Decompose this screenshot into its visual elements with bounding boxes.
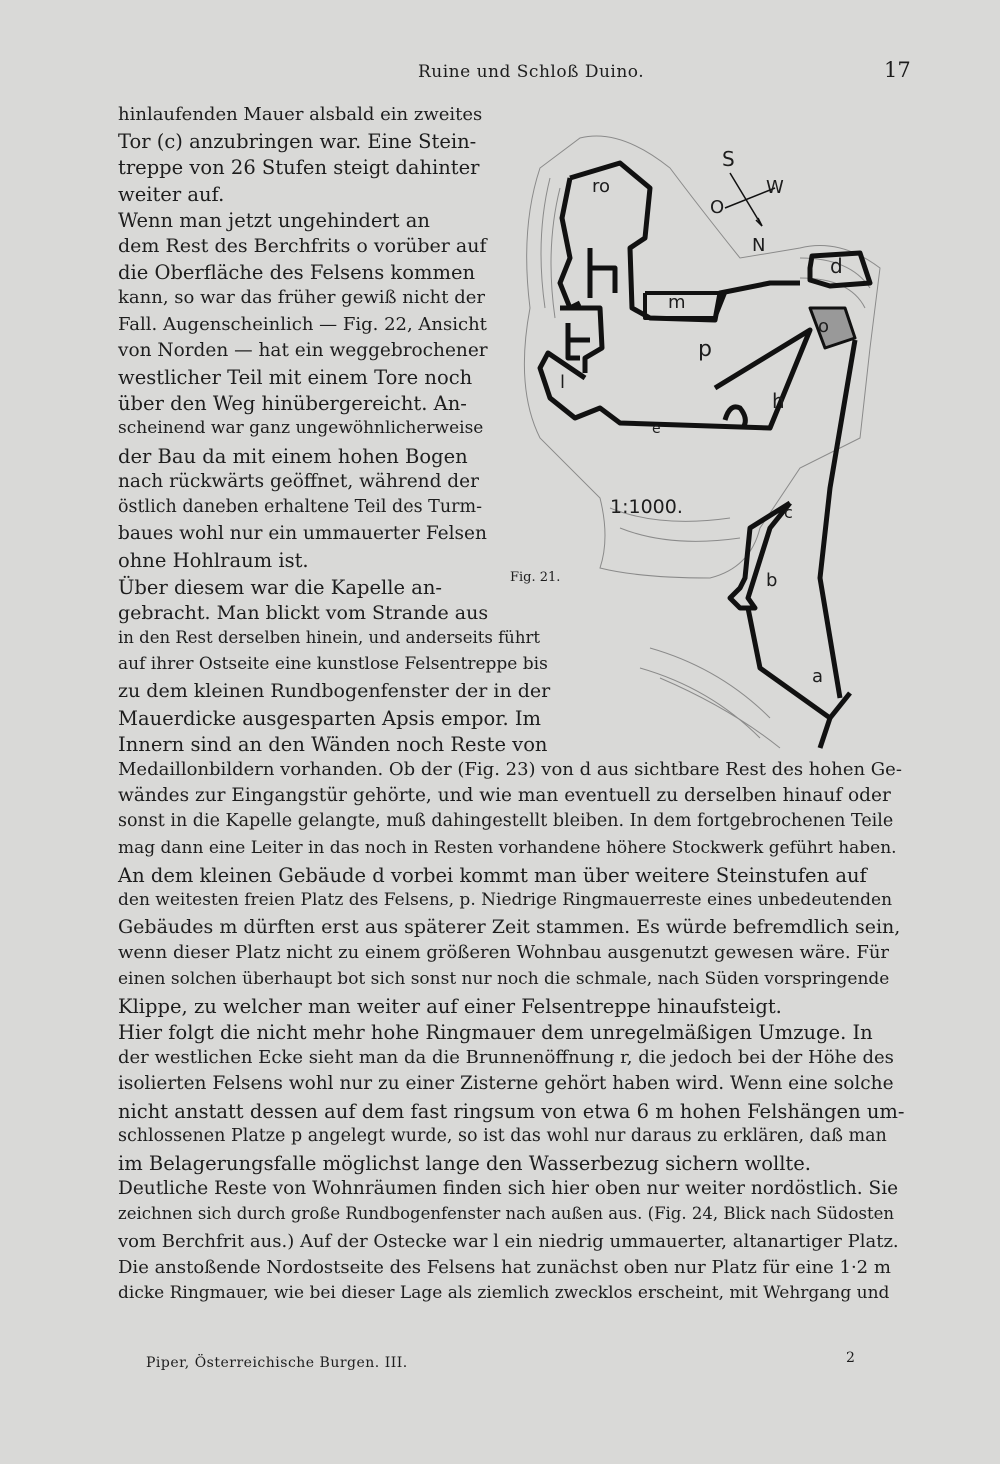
text-line: dem Rest des Berchfrits o vorüber auf: [118, 235, 487, 257]
text-line: zu dem kleinen Rundbogenfenster der in der: [118, 680, 551, 703]
running-title: Ruine und Schloß Duino.: [418, 62, 645, 82]
figure-caption: Fig. 21.: [510, 570, 561, 585]
label-b: b: [766, 570, 778, 591]
text-line: vom Berchfrit aus.) Auf der Ostecke war l ein niedrig ummauerter, altanartiger Platz.: [118, 1230, 899, 1252]
text-line: Medaillonbildern vorhanden. Ob der (Fig. 23) von d aus sichtbare Rest des hohen Ge-: [118, 759, 902, 780]
text-line: in den Rest derselben hinein, und anderseits führt: [118, 628, 540, 647]
text-line: wenn dieser Platz nicht zu einem größeren Wohnbau ausgenutzt gewesen wäre. Für: [118, 942, 890, 964]
label-e: e: [652, 421, 661, 437]
compass-w: W: [766, 177, 784, 198]
text-line: die Oberfläche des Felsens kommen: [118, 261, 476, 285]
text-line: Klippe, zu welcher man weiter auf einer Felsentreppe hinaufsteigt.: [118, 994, 782, 1018]
compass-n: N: [752, 235, 766, 256]
text-line: über den Weg hinübergereicht. An-: [118, 392, 467, 416]
castle-walls: [540, 163, 870, 748]
label-m: m: [668, 292, 686, 313]
text-line: der Bau da mit einem hohen Bogen: [118, 444, 468, 468]
text-line: dicke Ringmauer, wie bei dieser Lage als ziemlich zwecklos erscheint, mit Wehrgang und: [118, 1283, 890, 1303]
text-line: Mauerdicke ausgesparten Apsis empor. Im: [118, 706, 542, 730]
label-ro: ro: [592, 176, 611, 197]
text-line: einen solchen überhaupt bot sich sonst nur noch die schmale, nach Süden vorspringende: [118, 968, 890, 989]
text-line: zeichnen sich durch große Rundbogenfenster nach außen aus. (Fig. 24, Blick nach Südosten: [118, 1204, 894, 1224]
text-line: den weitesten freien Platz des Felsens, p. Niedrige Ringmauerreste eines unbedeutenden: [118, 890, 893, 910]
text-line: kann, so war das früher gewiß nicht der: [118, 287, 486, 309]
compass-s: S: [722, 147, 735, 171]
text-line: isolierten Felsens wohl nur zu einer Zisterne gehört haben wird. Wenn eine solche: [118, 1073, 894, 1095]
text-line: Über diesem war die Kapelle an-: [118, 575, 442, 599]
label-c: c: [784, 503, 793, 522]
text-line: baues wohl nur ein ummauerter Felsen: [118, 523, 487, 545]
label-p: p: [698, 337, 712, 362]
text-line: scheinend war ganz ungewöhnlicherweise: [118, 418, 484, 439]
text-line: Gebäudes m dürften erst aus späterer Zeit stammen. Es würde befremdlich sein,: [118, 916, 901, 939]
text-line: sonst in die Kapelle gelangte, muß dahingestellt bleiben. In dem fortgebrochenen Teile: [118, 811, 894, 832]
text-line: Die anstoßende Nordostseite des Felsens hat zunächst oben nur Platz für eine 1·2 m: [118, 1256, 891, 1278]
text-line: Fall. Augenscheinlich — Fig. 22, Ansicht: [118, 313, 487, 335]
text-line: treppe von 26 Stufen steigt dahinter: [118, 156, 480, 180]
text-line: schlossenen Platze p angelegt wurde, so ist das wohl nur daraus zu erklären, daß man: [118, 1125, 887, 1146]
label-h: h: [772, 389, 785, 413]
label-o: o: [818, 316, 830, 337]
page-number: 17: [884, 58, 911, 82]
text-line: westlicher Teil mit einem Tore noch: [118, 366, 473, 389]
label-l: l: [560, 372, 566, 393]
text-line: Tor (c) anzubringen war. Eine Stein-: [118, 130, 477, 154]
text-line: östlich daneben erhaltene Teil des Turm-: [118, 497, 482, 517]
text-line: An dem kleinen Gebäude d vorbei kommt man über weitere Steinstufen auf: [118, 863, 867, 887]
castle-plan-figure: [500, 108, 892, 758]
footer-signature: Piper, Österreichische Burgen. III.: [146, 1355, 408, 1371]
text-line: hinlaufenden Mauer alsbald ein zweites: [118, 104, 483, 125]
text-line: gebracht. Man blickt vom Strande aus: [118, 601, 489, 624]
text-line: Hier folgt die nicht mehr hohe Ringmauer dem unregelmäßigen Umzuge. In: [118, 1021, 873, 1044]
text-line: wändes zur Eingangstür gehörte, und wie man eventuell zu derselben hinauf oder: [118, 785, 891, 807]
text-line: der westlichen Ecke sieht man da die Brunnenöffnung r, die jedoch bei der Höhe des: [118, 1047, 894, 1069]
label-d: d: [830, 254, 843, 278]
scale-label: 1:1000.: [610, 496, 683, 518]
text-line: nicht anstatt dessen auf dem fast ringsum von etwa 6 m hohen Felshängen um-: [118, 1099, 905, 1123]
text-line: Wenn man jetzt ungehindert an: [118, 208, 430, 232]
rock-hatching: [524, 136, 880, 748]
text-line: Innern sind an den Wänden noch Reste von: [118, 732, 548, 756]
compass-o: O: [710, 197, 725, 218]
text-line: mag dann eine Leiter in das noch in Resten vorhandene höhere Stockwerk geführt haben.: [118, 837, 897, 858]
label-a: a: [812, 666, 824, 687]
footer-sheet-number: 2: [846, 1350, 855, 1366]
text-line: auf ihrer Ostseite eine kunstlose Felsentreppe bis: [118, 654, 548, 675]
text-line: weiter auf.: [118, 182, 225, 206]
text-line: von Norden — hat ein weggebrochener: [118, 339, 488, 361]
text-line: im Belagerungsfalle möglichst lange den Wasserbezug sichern wollte.: [118, 1152, 812, 1175]
text-line: Deutliche Reste von Wohnräumen finden sich hier oben nur weiter nordöstlich. Sie: [118, 1178, 899, 1200]
text-line: ohne Hohlraum ist.: [118, 549, 309, 573]
text-line: nach rückwärts geöffnet, während der: [118, 470, 479, 492]
